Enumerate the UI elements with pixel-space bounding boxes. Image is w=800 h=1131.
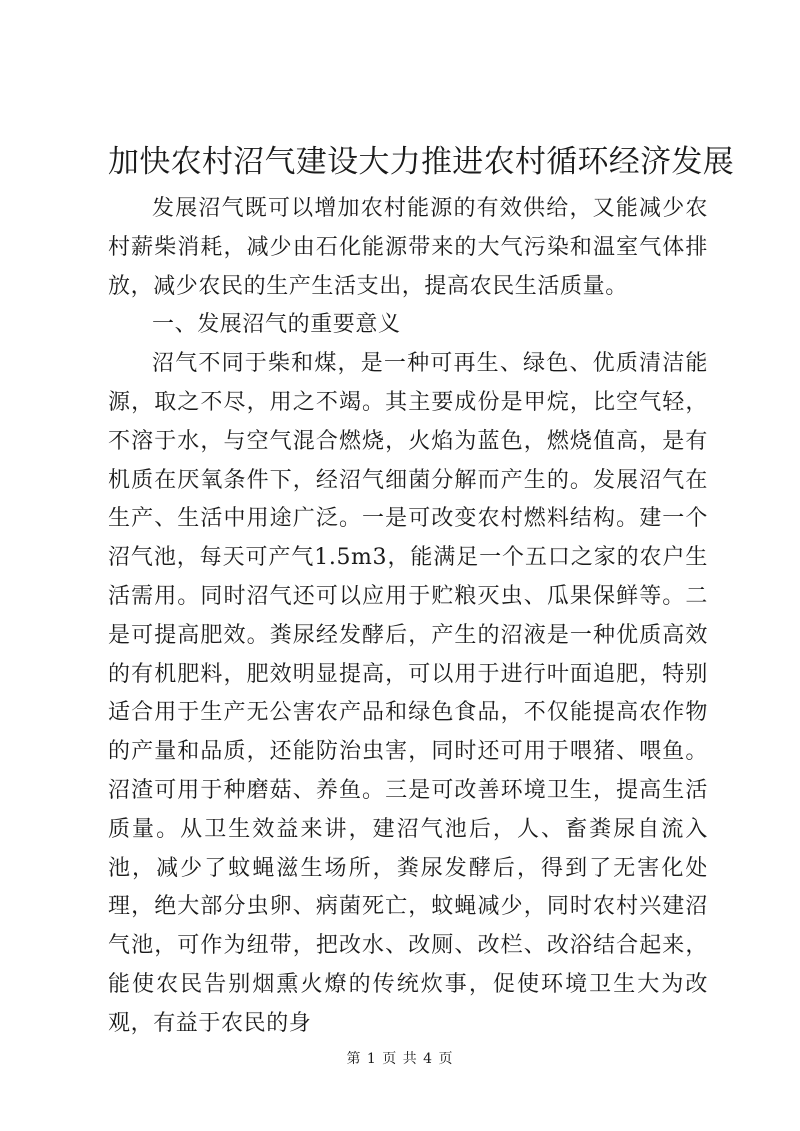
section-heading: 一、发展沼气的重要意义: [152, 312, 401, 338]
page-footer: 第 1 页 共 4 页: [346, 1051, 454, 1067]
intro-paragraph: 发展沼气既可以增加农村能源的有效供给，又能减少农村薪柴消耗，减少由石化能源带来的大气污染和温室气体排放，减少农民的生产生活支出，提高农民生活质量。: [108, 196, 708, 299]
document-body: [108, 190, 708, 1044]
document-title: 加快农村沼气建设大力推进农村循环经济发展: [108, 144, 734, 180]
section-paragraph: 沼气不同于柴和煤，是一种可再生、绿色、优质清洁能源，取之不尽，用之不竭。其主要成份是甲烷，比空气轻，不溶于水，与空气混合燃烧，火焰为蓝色，燃烧值高，是有机质在厌氧条件下，经沼气细菌分解而产生的。发展沼气在生产、生活中用途广泛。一是可改变农村燃料结构。建一个沼气池，每天可产气1.5m3，能满足一个五口之家的农户生活需用。同时沼气还可以应用于贮粮灭虫、瓜果保鲜等。二是可提高肥效。粪尿经发酵后，产生的沼液是一种优质高效的有机肥料，肥效明显提高，可以用于进行叶面追肥，特别适合用于生产无公害农产品和绿色食品，不仅能提高农作物的产量和品质，还能防治虫害，同时还可用于喂猪、喂鱼。沼渣可用于种磨菇、养鱼。三是可改善环境卫生，提高生活质量。从卫生效益来讲，建沼气池后，人、畜粪尿自流入池，减少了蚊蝇滋生场所，粪尿发酵后，得到了无害化处理，绝大部分虫卵、病菌死亡，蚊蝇减少，同时农村兴建沼气池，可作为纽带，把改水、改厕、改栏、改浴结合起来，能使农民告别烟熏火燎的传统炊事，促使环境卫生大为改观，有益于农民的身: [108, 351, 708, 1036]
